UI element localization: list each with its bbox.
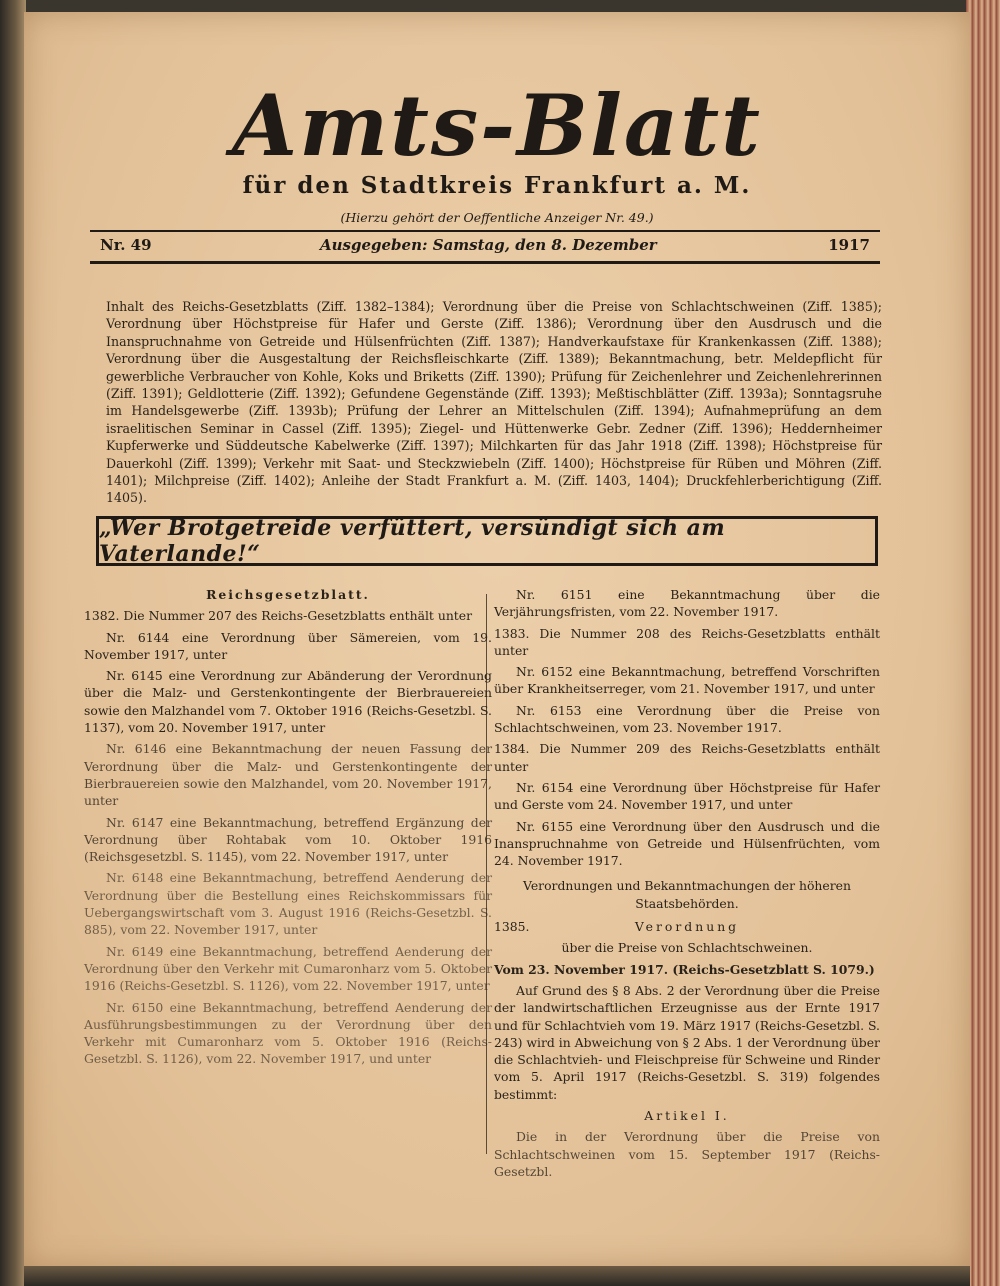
paragraph: Nr. 6152 eine Bekanntmachung, betreffend Vorschriften über Krankheitserreger, vom 21. November 1917, und unter xyxy=(494,664,880,697)
table-of-contents xyxy=(106,298,882,507)
header-rule-top xyxy=(90,230,880,232)
article-heading: Artikel I. xyxy=(644,1108,730,1124)
article-text: Die in der Verordnung über die Preise von Schlachtschweinen vom 15. September 1917 (Reichs-Gesetzbl. xyxy=(494,1129,880,1179)
slogan-banner xyxy=(96,516,878,566)
book-binding-right xyxy=(966,0,1000,1286)
issue-info-bar xyxy=(100,236,870,258)
paragraph: Nr. 6155 eine Verordnung über den Ausdrusch und die Inanspruchnahme von Getreide und Hülsenfrüchten, vom 24. November 1917. xyxy=(494,818,880,869)
issue-year: 1917 xyxy=(828,236,870,254)
masthead-title: Amts-Blatt xyxy=(232,76,762,175)
paragraph: Nr. 6154 eine Verordnung über Höchstpreise für Hafer und Gerste vom 24. November 1917, und unter xyxy=(494,779,880,813)
right-column xyxy=(494,586,880,1184)
issue-number: Nr. 49 xyxy=(100,236,152,254)
slogan-text: „Wer Brotgetreide verfüttert, versündigt sich am Vaterlande!“ xyxy=(99,515,726,567)
paragraph: Nr. 6147 eine Bekanntmachung, betreffend Ergänzung der Verordnung über Rohtabak vom 10. Oktober 1916 (Reichsgesetzbl. S. 1145), vom 22. November 1917, unter xyxy=(84,814,492,865)
header-rule-bottom xyxy=(90,261,880,264)
paragraph: Nr. 6149 eine Bekanntmachung, betreffend Aenderung der Verordnung über den Verkehr mit Cumaronharz vom 5. Oktober 1916 (Reichs-Gesetzbl. S. 1126), vom 22. November 1917, unter xyxy=(84,943,492,994)
item-number: 1385. xyxy=(494,919,530,935)
document-page xyxy=(24,12,970,1268)
masthead-note: (Hierzu gehört der Oeffentliche Anzeiger Nr. 49.) xyxy=(340,210,654,225)
item-body: Auf Grund des § 8 Abs. 2 der Verordnung über die Preise der landwirtschaftlichen Erzeugnisse aus der Ernte 1917 und für Schlachtvieh vom 19. März 1917 (Reichs-Gesetzbl. S. 243) wird in Abweichung von § 2 Abs. 1 der Verordnung über die Schlachtvieh- und Fleischpreise für Schweine und Rinder vom 5. April 1917 (Reichs-Gesetzbl. S. 319) folgendes bestimmt: xyxy=(494,982,880,1102)
item-title: Verordnung xyxy=(634,919,740,935)
paragraph: Nr. 6144 eine Verordnung über Sämereien, vom 19. November 1917, unter xyxy=(84,629,492,662)
paragraph: Nr. 6148 eine Bekanntmachung, betreffend Aenderung der Verordnung über die Bestellung eines Reichskommissars für Uebergangswirtschaft vom 3. August 1916 (Reichs-Gesetzbl. S. 885), vom 22. November 1917, unter xyxy=(84,870,492,938)
paragraph: Nr. 6145 eine Verordnung zur Abänderung der Verordnung über die Malz- und Gerstenkontingente der Bierbrauereien sowie den Malzhandel vom 7. Oktober 1916 (Reichs-Gesetzbl. S. 1137), vom 20. November 1917, unter xyxy=(84,668,492,736)
issue-date: Ausgegeben: Samstag, den 8. Dezember xyxy=(320,236,657,254)
paragraph: 1384. Die Nummer 209 des Reichs-Gesetzblatts enthält unter xyxy=(494,741,880,774)
paragraph: Nr. 6146 eine Bekanntmachung der neuen Fassung der Verordnung über die Malz- und Gerstenkontingente der Bierbrauereien sowie den Malzhandel, vom 20. November 1917, unter xyxy=(84,741,492,809)
paragraph: Nr. 6151 eine Bekanntmachung über die Verjährungsfristen, vom 22. November 1917. xyxy=(494,587,880,620)
masthead-subtitle: für den Stadtkreis Frankfurt a. M. xyxy=(242,172,752,199)
contents-text: Inhalt des Reichs-Gesetzblatts (Ziff. 1382–1384); Verordnung über die Preise von Schlachtschweinen (Ziff. 1385); Verordnung über Höchstpreise für Hafer und Gerste (Ziff. 1386); Verordnung über den Ausdrusch und die Inanspruchnahme von Getreide und Hülsenfrüchten (Ziff. 1387); Handverkaufstaxe für Krankenkassen (Ziff. 1388); Verordnung über die Ausgestaltung der Reichsfleischkarte (Ziff. 1389); Bekanntmachung, betr. Meldepflicht für gewerbliche Verbraucher von Kohle, Koks und Briketts (Ziff. 1390); Prüfung für Zeichenlehrer und Zeichenlehrerinnen (Ziff. 1391); Geldlotterie (Ziff. 1392); Gefundene Gegenstände (Ziff. 1393); Meßtischblätter (Ziff. 1393a); Sonntagsruhe im Handelsgewerbe (Ziff. 1393b); Prüfung der Lehrer an Mittelschulen (Ziff. 1394); Aufnahmeprüfung an dem israelitischen Seminar in Cassel (Ziff. 1395); Ziegel- und Hüttenwerke Gebr. Zedner (Ziff. 1396); Heddernheimer Kupferwerke und Süddeutsche Kabelwerke (Ziff. 1397); Milchkarten für das Jahr 1918 (Ziff. 1398); Höchstpreise für Dauerkohl (Ziff. 1399); Verkehr mit Saat- und Steckzwiebeln (Ziff. 1400); Höchstpreise für Rüben und Möhren (Ziff. 1401); Milchpreise (Ziff. 1402); Anleihe der Stadt Frankfurt a. M. (Ziff. 1403, 1404); Druckfehlerberichtigung (Ziff. 1405). xyxy=(106,299,882,506)
item-subtitle: über die Preise von Schlachtschweinen. xyxy=(561,940,813,956)
paragraph: Nr. 6153 eine Verordnung über die Preise von Schlachtschweinen, vom 23. November 1917. xyxy=(494,702,880,736)
book-binding-left xyxy=(0,0,26,1286)
left-column xyxy=(84,586,492,1072)
page-bottom-edge xyxy=(24,1266,970,1286)
section-heading-authorities: Verordnungen und Bekanntmachungen der höheren Staatsbehörden. xyxy=(523,878,851,911)
item-heading-row xyxy=(494,918,880,935)
paragraph: 1382. Die Nummer 207 des Reichs-Gesetzblatts enthält unter xyxy=(84,608,473,624)
paragraph: Nr. 6150 eine Bekanntmachung, betreffend Aenderung der Ausführungsbestimmungen zu der Verordnung über den Verkehr mit Cumaronharz vom 5. Oktober 1916 (Reichs-Gesetzbl. S. 1126), vom 22. November 1917, und unter xyxy=(84,999,492,1067)
paragraph: 1383. Die Nummer 208 des Reichs-Gesetzblatts enthält unter xyxy=(494,625,880,658)
item-date: Vom 23. November 1917. (Reichs-Gesetzblatt S. 1079.) xyxy=(494,961,875,977)
section-heading: Reichsgesetzblatt. xyxy=(206,587,370,602)
